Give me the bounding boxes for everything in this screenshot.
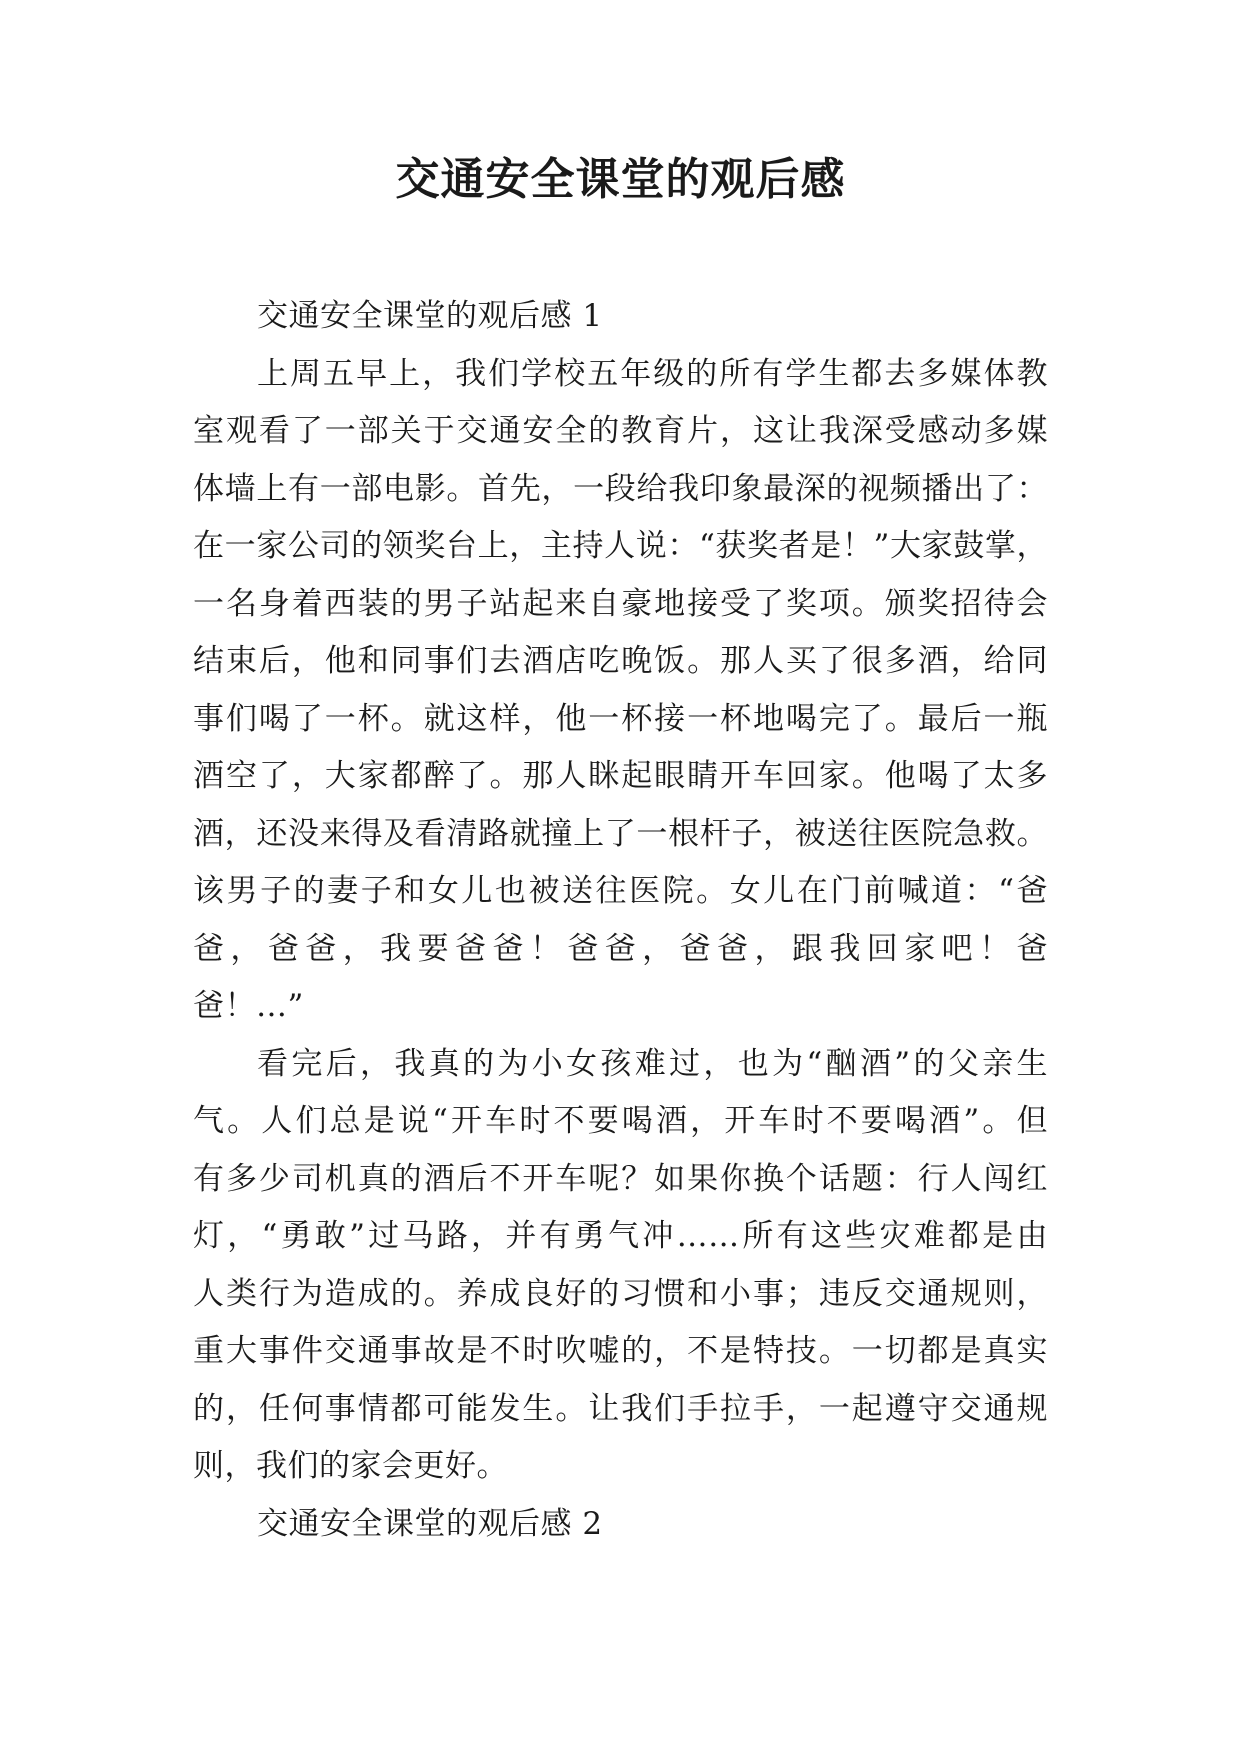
paragraph-line: 体墙上有一部电影。首先，一段给我印象最深的视频播出了： — [193, 470, 1048, 507]
paragraph-line: 气。人们总是说“开车时不要喝酒，开车时不要喝酒”。但 — [193, 1103, 1048, 1139]
paragraph-line: 有多少司机真的酒后不开车呢？如果你换个话题：行人闯红 — [193, 1160, 1048, 1197]
paragraph-line: 酒空了，大家都醉了。那人眯起眼睛开车回家。他喝了太多 — [193, 758, 1048, 794]
paragraph-line: 该男子的妻子和女儿也被送往医院。女儿在门前喊道：“爸 — [193, 873, 1048, 909]
section-heading: 交通安全课堂的观后感 2 — [257, 1505, 603, 1542]
paragraph-line: 室观看了一部关于交通安全的教育片，这让我深受感动多媒 — [193, 413, 1048, 449]
paragraph-line: 酒，还没来得及看清路就撞上了一根杆子，被送往医院急救。 — [193, 815, 1048, 852]
paragraph-line: 灯，“勇敢”过马路，并有勇气冲……所有这些灾难都是由 — [193, 1218, 1048, 1254]
paragraph-line: 事们喝了一杯。就这样，他一杯接一杯地喝完了。最后一瓶 — [193, 700, 1048, 737]
paragraph-line: 结束后，他和同事们去酒店吃晚饭。那人买了很多酒，给同 — [193, 643, 1048, 679]
paragraph-line: 则，我们的家会更好。 — [193, 1448, 508, 1484]
paragraph-line: 一名身着西装的男子站起来自豪地接受了奖项。颁奖招待会 — [193, 585, 1048, 622]
paragraph — [193, 346, 1048, 1036]
paragraph — [193, 1036, 1048, 1496]
section-heading: 交通安全课堂的观后感 1 — [257, 298, 603, 334]
paragraph-line: 上周五早上，我们学校五年级的所有学生都去多媒体教 — [257, 355, 1048, 392]
paragraph-line: 人类行为造成的。养成良好的习惯和小事；违反交通规则， — [193, 1275, 1048, 1312]
paragraph-line: 重大事件交通事故是不时吹嘘的，不是特技。一切都是真实 — [193, 1333, 1048, 1369]
document-title: 交通安全课堂的观后感 — [395, 154, 846, 205]
paragraph-line: 在一家公司的领奖台上，主持人说：“获奖者是！”大家鼓掌， — [193, 528, 1048, 564]
paragraph-line: 爸，爸爸，我要爸爸！爸爸，爸爸，跟我回家吧！爸 — [193, 930, 1048, 967]
paragraph-line: 爸！…” — [193, 988, 304, 1024]
paragraph-line: 的，任何事情都可能发生。让我们手拉手，一起遵守交通规 — [193, 1390, 1048, 1427]
document-body — [193, 288, 1048, 1553]
paragraph-line: 看完后，我真的为小女孩难过，也为“酗酒”的父亲生 — [257, 1045, 1048, 1082]
